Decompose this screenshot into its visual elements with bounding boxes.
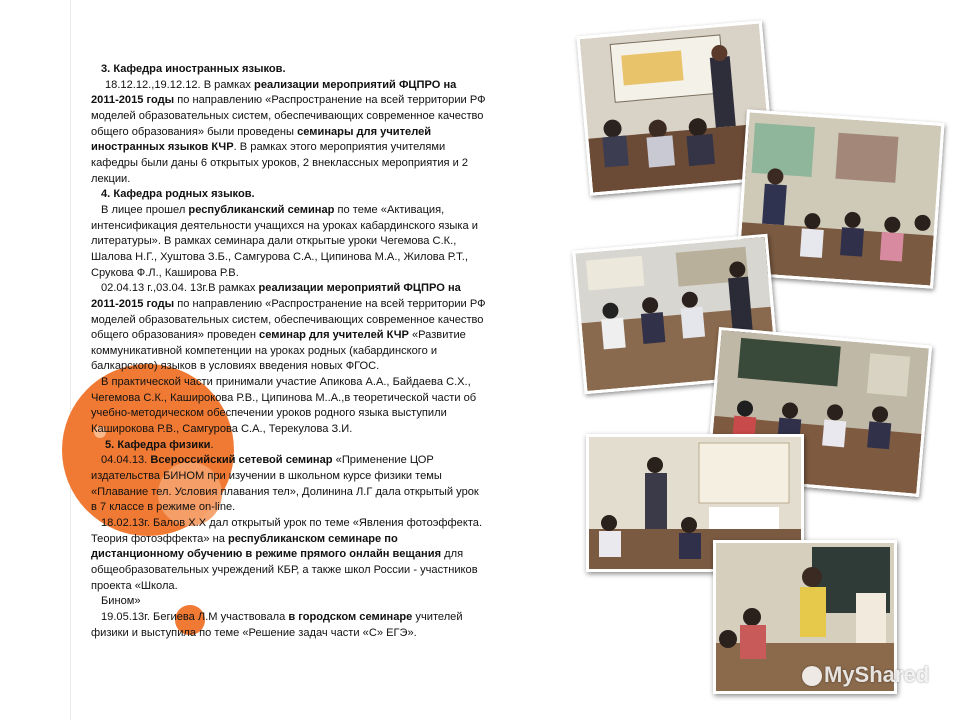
section4-line: коммуникативной компетенции на уроках родных (кабардинского и: [91, 344, 438, 357]
section4-line: 2011-2015 годы по направлению «Распространение на всей территории РФ: [91, 297, 486, 310]
section4-line: моделей образовательных систем, обеспечивающих современное качество: [91, 313, 484, 326]
slide-text: [91, 62, 575, 641]
section5-line: физики и выступила по теме «Решение задач части «С» ЕГЭ».: [91, 626, 417, 639]
section4-line: общего образования» проведен семинар для учителей КЧР «Развитие: [91, 329, 466, 342]
left-margin-line: [70, 0, 71, 720]
section5-line: «Плавание тел. Условия плавания тел», Долинина Л.Г дала открытый урок: [91, 485, 479, 498]
section4-line: Чегемова С.К., Каширокова Р.В., Ципинова М..А.,в теоретической части об: [91, 391, 477, 404]
section3-heading: 3. Кафедра иностранных языков.: [101, 63, 286, 75]
section4-line: Срукова Ф.Л., Каширова Р.В.: [91, 266, 239, 279]
watermark-text: MyShared: [824, 662, 930, 687]
section4-heading: 4. Кафедра родных языков.: [101, 188, 255, 201]
section3-line: 18.12.12.,19.12.12. В рамках реализации мероприятий ФЦПРО на: [105, 78, 457, 91]
section4-line: балкарского) языков в условиях введения новых ФГОС.: [91, 360, 380, 373]
section5-line: дистанционному обучению в режиме прямого онлайн вещания для: [91, 548, 464, 561]
section5-line: общеобразовательных учреждений КБР, а также школ России - участников: [91, 564, 478, 576]
section5-line: 19.05.13г. Бегиева Л.М участвовала в городском семинаре учителей: [101, 610, 463, 623]
section5-line: 04.04.13. Всероссийский сетевой семинар «Применение ЦОР: [101, 454, 434, 467]
section4-line: 02.04.13 г.,03.04. 13г.В рамках реализации мероприятий ФЦПРО на: [101, 282, 461, 295]
section4-line: Каширокова Р.В., Самгурова С.А., Терекулова З.И.: [91, 423, 353, 436]
section5-line: в 7 классе в режиме on-line.: [91, 501, 236, 514]
section4-line: В практической части принимали участие Апикова А.А., Байдаева С.Х.,: [101, 376, 471, 389]
section5-line: издательства БИНОМ при изучении в школьном курсе физики темы: [91, 470, 442, 483]
section3-line: общего образования» были проведены семинары для учителей: [91, 125, 432, 138]
section4-line: В лицее прошел республиканский семинар по теме «Активация,: [101, 203, 445, 216]
section5-line: Теория фотоэффекта» на республиканском семинаре по: [91, 532, 398, 545]
section5-line: Бином»: [101, 595, 141, 608]
watermark: [802, 662, 929, 688]
section3-line: 2011-2015 годы по направлению «Распространение на всей территории РФ: [91, 94, 486, 107]
section4-line: учебно-методическом обеспечении уроков родного языка выступили: [91, 407, 447, 420]
section3-line: лекции.: [91, 172, 131, 185]
section5-line: проекта «Школа.: [91, 579, 178, 592]
section4-line: интенсификация деятельности учащихся на уроках кабардинского языка и: [91, 219, 478, 232]
section3-line: иностранных языков КЧР. В рамках этого мероприятия учителями: [91, 141, 446, 154]
section4-line: Шалова Н.Г., Хуштова З.Б., Самгурова С.А., Ципинова М.А., Жилова Р.Т.,: [91, 250, 468, 263]
section3-line: кафедры были даны 6 открытых уроков, 2 внеклассных мероприятия и 2: [91, 156, 469, 169]
section5-heading: 5. Кафедра физики.: [105, 438, 214, 451]
section4-line: литературы». В рамках семинара дали открытые уроки Чегемова С.К.,: [91, 235, 457, 248]
section3-line: моделей образовательных систем, обеспечивающих современное качество: [91, 109, 484, 122]
myshared-logo-icon: [802, 666, 822, 686]
section5-line: 18.02.13г. Балов Х.Х дал открытый урок по теме «Явления фотоэффекта.: [101, 517, 483, 530]
